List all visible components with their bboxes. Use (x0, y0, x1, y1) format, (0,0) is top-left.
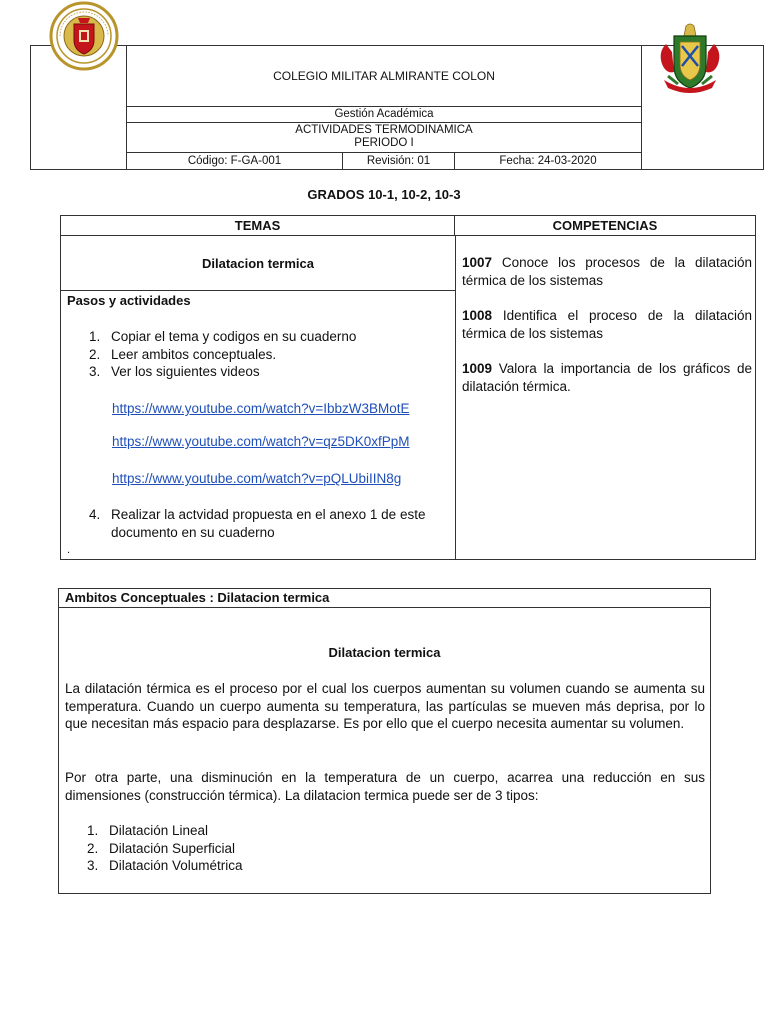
header-code: Código: F-GA-001 (127, 153, 343, 170)
list-item: 1. Copiar el tema y codigos en su cuaderno (89, 329, 357, 344)
step-4: 4. Realizar la actvidad propuesta en el anexo 1 de este documento en su cuaderno (89, 507, 426, 540)
column-divider (455, 236, 456, 559)
header-area: Gestión Académica (127, 106, 641, 122)
video-link-3[interactable]: https://www.youtube.com/watch?v=pQLUbiIIN8g (112, 471, 402, 486)
competency-1008: 1008 Identifica el proceso de la dilatación térmica de los sistemas (462, 308, 752, 341)
header-activity-block (127, 122, 641, 152)
list-item: 2. Dilatación Superficial (87, 840, 236, 856)
header-activity: ACTIVIDADES TERMODINAMICA (295, 124, 473, 136)
header-period: PERIODO I (354, 137, 414, 149)
concepts-paragraph-1: La dilatación térmica es el proceso por el cual los cuerpos aumentan su volumen cuando se aumenta su temperatura. Cuando un cuerpo aumenta su temperatura, las partículas se mueven más deprisa, por lo que necesitan más espacio para desplazarse. Es por ello que el cuerpo necesita aumentar su volumen. (65, 681, 705, 731)
trailing-dot: . (67, 544, 71, 556)
topics-table (60, 215, 756, 560)
school-seal-icon (48, 0, 120, 72)
header-meta-row (127, 152, 641, 170)
list-item: 3. Dilatación Volumétrica (87, 858, 243, 873)
steps-heading: Pasos y actividades (67, 293, 191, 308)
concepts-header: Ambitos Conceptuales : Dilatacion termica (59, 589, 710, 608)
coat-of-arms-icon (656, 22, 724, 96)
column-header-competencias: COMPETENCIAS (455, 216, 755, 236)
competency-1009: 1009 Valora la importancia de los gráficos de dilatación térmica. (462, 361, 752, 394)
list-item: 1. Dilatación Lineal (87, 823, 209, 838)
concepts-subtitle: Dilatacion termica (328, 645, 441, 660)
school-name: COLEGIO MILITAR ALMIRANTE COLON (273, 69, 495, 83)
list-item: 2. Leer ambitos conceptuales. (89, 346, 277, 362)
types-list (87, 822, 243, 875)
header-revision: Revisión: 01 (343, 153, 455, 170)
document-header (30, 45, 764, 170)
grades-title: GRADOS 10-1, 10-2, 10-3 (307, 187, 461, 202)
topic-title: Dilatacion termica (61, 236, 455, 291)
concepts-table (58, 588, 711, 894)
list-item: 3. Ver los siguientes videos (89, 364, 260, 379)
column-header-temas: TEMAS (61, 216, 455, 236)
competency-1007: 1007 Conoce los procesos de la dilatación térmica de los sistemas (462, 255, 752, 288)
steps-list (89, 328, 449, 381)
header-date: Fecha: 24-03-2020 (499, 155, 597, 167)
concepts-paragraph-2: Por otra parte, una disminución en la temperatura de un cuerpo, acarrea una reducción en sus dimensiones (construcción térmica). La dilatacion termica puede ser de 3 tipos: (65, 770, 705, 803)
video-link-1[interactable]: https://www.youtube.com/watch?v=IbbzW3BMotE (112, 401, 410, 416)
video-link-2[interactable]: https://www.youtube.com/watch?v=qz5DK0xfPpM (112, 434, 410, 449)
